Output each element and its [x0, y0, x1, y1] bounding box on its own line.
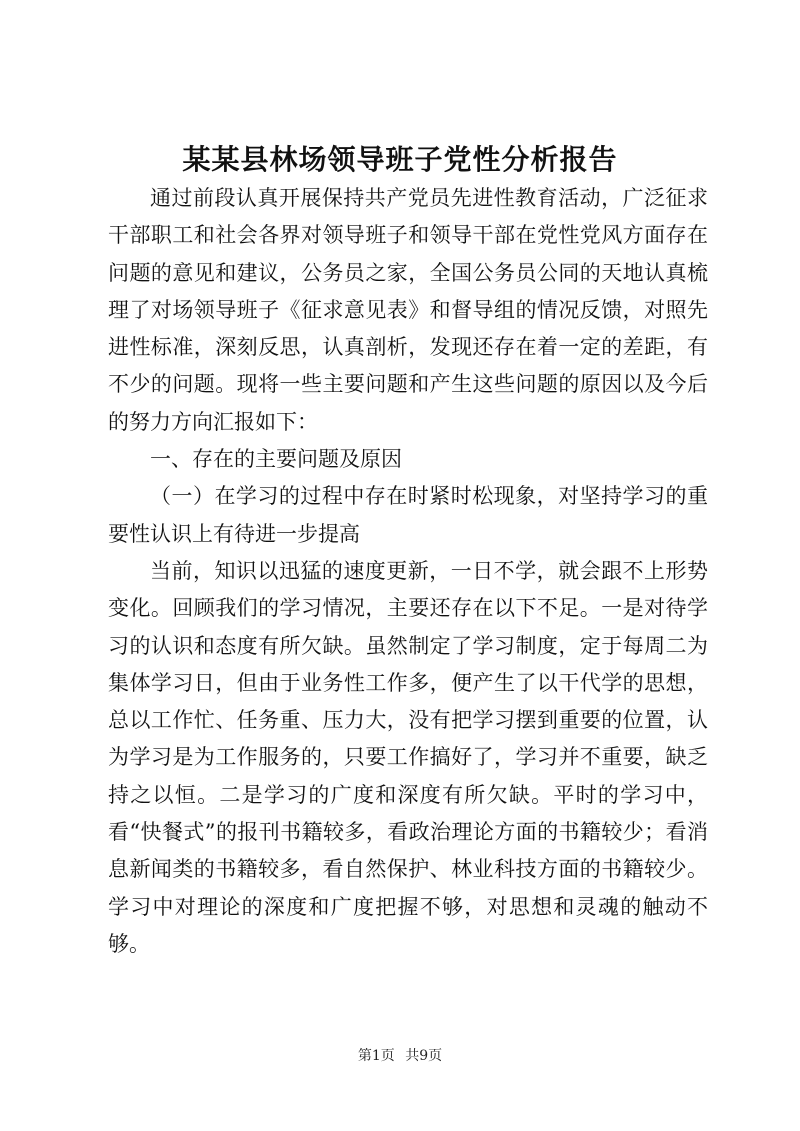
document-title: 某某县林场领导班子党性分析报告	[182, 143, 618, 176]
page-footer	[0, 1046, 800, 1066]
paragraph-study: 当前，知识以迅猛的速度更新，一日不学，就会跟不上形势变化。回顾我们的学习情况，主要还存在以下不足。一是对待学习的认识和态度有所欠缺。虽然制定了学习制度，定于每周二为集体学习日，但由于业务性工作多，便产生了以干代学的思想，总以工作忙、任务重、压力大，没有把学习摆到重要的位置，认为学习是为工作服务的，只要工作搞好了，学习并不重要，缺乏持之以恒。二是学习的广度和深度有所欠缺。平时的学习中，看“快餐式”的报刊书籍较多，看政治理论方面的书籍较少；看消息新闻类的书籍较多，看自然保护、林业科技方面的书籍较少。学习中对理论的深度和广度把握不够，对思想和灵魂的触动不够。	[108, 558, 708, 956]
page-total: 共9页	[405, 1048, 443, 1064]
subsection-heading-1: （一）在学习的过程中存在时紧时松现象，对坚持学习的重要性认识上有待进一步提高	[108, 484, 708, 546]
page-number: 第1页	[357, 1048, 395, 1064]
document-body	[108, 180, 708, 963]
section-heading-1: 一、存在的主要问题及原因	[150, 447, 402, 472]
paragraph-intro: 通过前段认真开展保持共产党员先进性教育活动，广泛征求干部职工和社会各界对领导班子和领导干部在党性党风方面存在问题的意见和建议，公务员之家，全国公务员公同的天地认真梳理了对场领导班子《征求意见表》和督导组的情况反馈，对照先进性标准，深刻反思，认真剖析，发现还存在着一定的差距，有不少的问题。现将一些主要问题和产生这些问题的原因以及今后的努力方向汇报如下：	[108, 186, 708, 434]
